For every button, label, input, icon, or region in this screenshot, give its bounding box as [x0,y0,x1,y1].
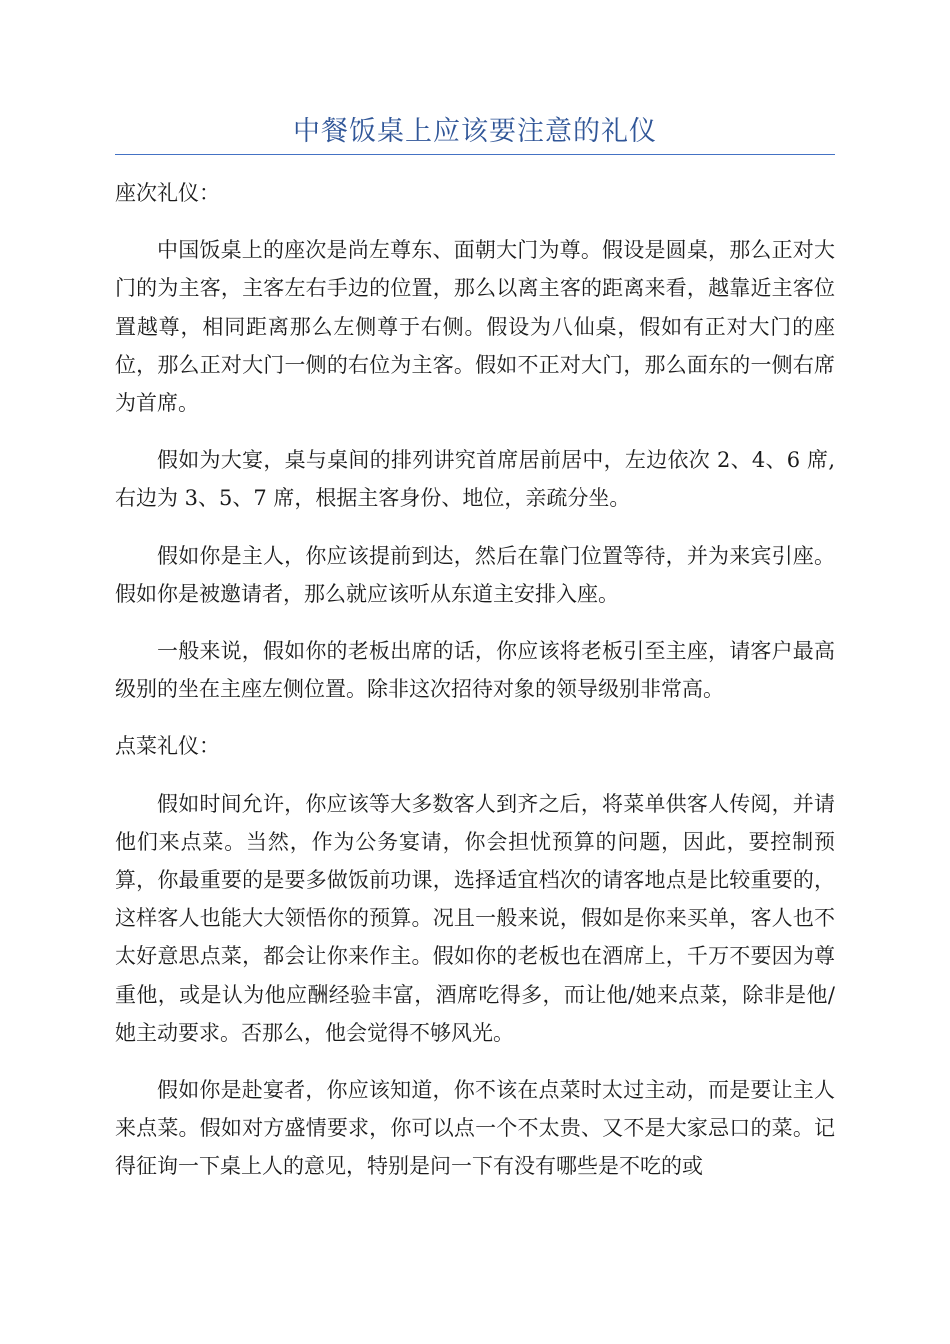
document-body [115,174,835,1205]
paragraph: 中国饭桌上的座次是尚左尊东、面朝大门为尊。假设是圆桌，那么正对大门的为主客，主客左右手边的位置，那么以离主客的距离来看，越靠近主客位置越尊，相同距离那么左侧尊于右侧。假设为八仙桌，假如有正对大门的座位，那么正对大门一侧的右位为主客。假如不正对大门，那么面东的一侧右席为首席。 [115,238,835,416]
section-heading-seating: 座次礼仪： [115,181,220,205]
title-underline [115,154,835,155]
section-heading-ordering: 点菜礼仪： [115,734,220,759]
paragraph: 假如时间允许，你应该等大多数客人到齐之后，将菜单供客人传阅，并请他们来点菜。当然，作为公务宴请，你会担忧预算的问题，因此，要控制预算，你最重要的是要多做饭前功课，选择适宜档次的请客地点是比较重要的，这样客人也能大大领悟你的预算。况且一般来说，假如是你来买单，客人也不太好意思点菜，都会让你来作主。假如你的老板也在酒席上，千万不要因为尊重他，或是认为他应酬经验丰富，酒席吃得多，而让他/她来点菜，除非是他/她主动要求。否那么，他会觉得不够风光。 [115,791,835,1045]
paragraph: 假如你是赴宴者，你应该知道，你不该在点菜时太过主动，而是要让主人来点菜。假如对方盛情要求，你可以点一个不太贵、又不是大家忌口的菜。记得征询一下桌上人的意见，特别是问一下有没有哪些是不吃的或 [115,1078,835,1179]
document-title: 中餐饭桌上应该要注意的礼仪 [293,116,657,147]
paragraph: 一般来说，假如你的老板出席的话，你应该将老板引至主座，请客户最高级别的坐在主座左侧位置。除非这次招待对象的领导级别非常高。 [115,639,835,702]
paragraph: 假如为大宴，桌与桌间的排列讲究首席居前居中，左边依次 2、4、6 席,右边为 3、5、7 席，根据主客身份、地位，亲疏分坐。 [115,448,835,511]
paragraph: 假如你是主人，你应该提前到达，然后在靠门位置等待，并为来宾引座。假如你是被邀请者，那么就应该听从东道主安排入座。 [115,543,835,606]
